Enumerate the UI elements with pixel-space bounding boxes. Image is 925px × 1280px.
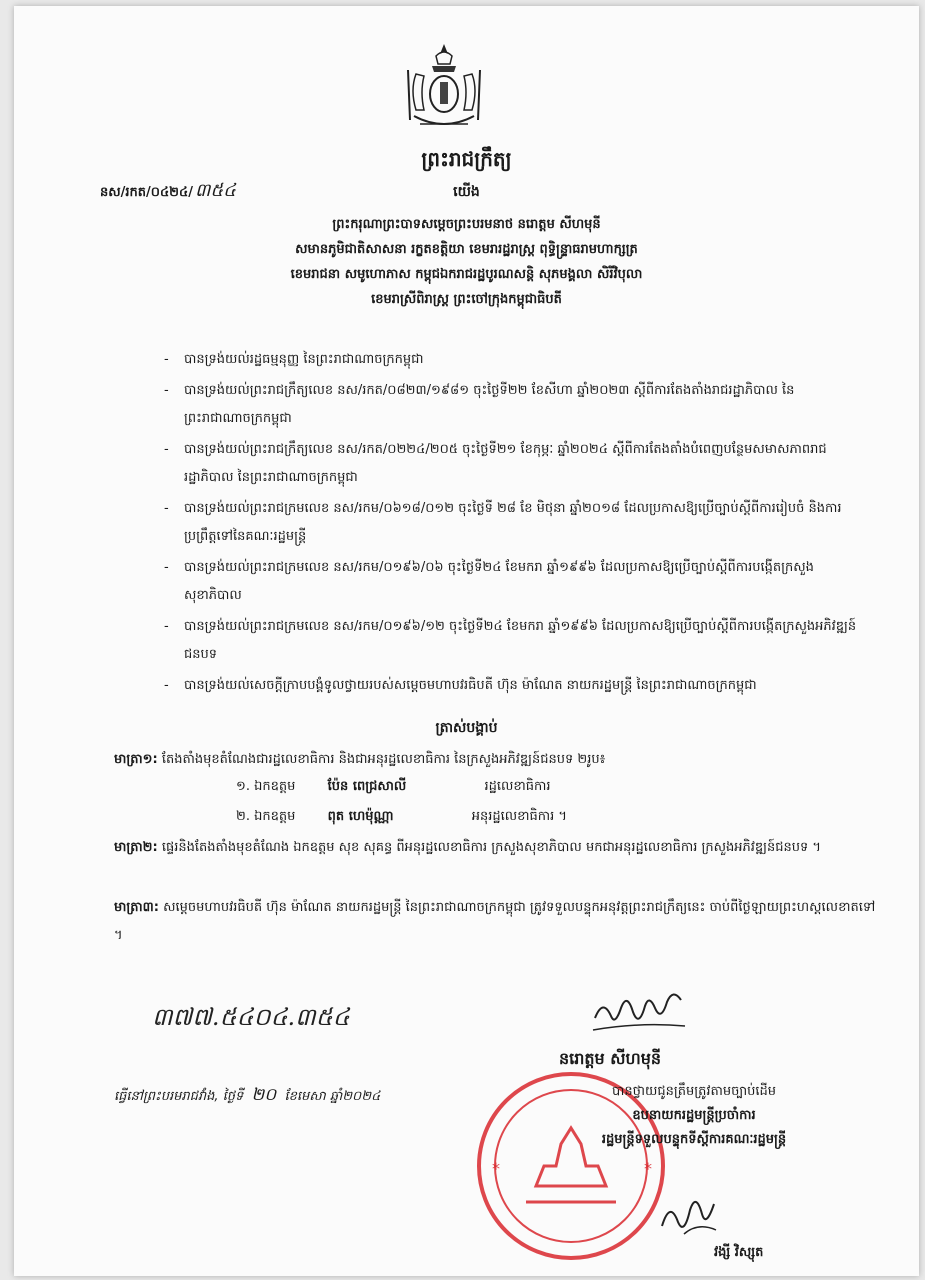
appointee-name: ប៉ែន ពេជ្រសាលី <box>327 779 407 794</box>
appointee-title: ឯកឧត្តម <box>254 809 296 824</box>
consideration-item: - បានទ្រង់យល់ព្រះរាជក្រមលេខ នស/រកម/០១៩៦/១២ ចុះថ្ងៃទី២៤ ខែមករា ឆ្នាំ១៩៩៦ ដែលប្រកាសឱ្យប្រើច្បាប់ស្តីពីការបង្កើតក្រសួងអភិវឌ្ឍន៍ជនបទ <box>164 613 869 669</box>
appointee-name: ពុត ហេម៉ុណ្ណា <box>327 809 394 824</box>
article-1-label: មាត្រា១: <box>114 752 158 767</box>
consideration-item: - បានទ្រង់យល់ព្រះរាជក្រឹត្យលេខ នស/រកត/០២២៤/២០៥ ចុះថ្ងៃទី២១ ខែកុម្ភៈ ឆ្នាំ២០២៤ ស្តីពីការតែងតាំងបំពេញបន្ថែមសមាសភាពរាជរដ្ឋាភិបាល នៃព្រះរាជាណាចក្រកម្ពុជា <box>164 436 869 492</box>
appointee-position: រដ្ឋលេខាធិការ <box>484 779 551 794</box>
consideration-item: - បានទ្រង់យល់ព្រះរាជក្រមលេខ នស/រកម/០៦១៨/០១២ ចុះថ្ងៃទី ២៨ ខែ មិថុនា ឆ្នាំ២០១៨ ដែលប្រកាសឱ្យប្រើច្បាប់ស្តីពីការរៀបចំ និងការប្រព្រឹត្តទៅនៃគណៈរដ្ឋមន្ត្រី <box>164 495 869 551</box>
countersign-block <box>534 1080 854 1152</box>
appointee-position: អនុរដ្ឋលេខាធិការ ។ <box>471 809 567 824</box>
countersign-line2: ឧបនាយករដ្ឋមន្ត្រីប្រចាំការ <box>632 1108 756 1123</box>
place-date-suffix: ខែមេសា ឆ្នាំ២០២៤ <box>284 1089 381 1104</box>
decree-page <box>14 6 919 1276</box>
decide-heading: ត្រាស់បង្គាប់ <box>435 720 498 736</box>
consideration-item: - បានទ្រង់យល់ព្រះរាជក្រមលេខ នស/រកម/០១៩៦/០៦ ចុះថ្ងៃទី២៤ ខែមករា ឆ្នាំ១៩៩៦ ដែលប្រកាសឱ្យប្រើច្បាប់ស្តីពីការបង្កើតក្រសួងសុខាភិបាល <box>164 554 869 610</box>
svg-text:*: * <box>492 1159 500 1178</box>
signer-name: នរោត្តម សីហមុនី <box>559 1049 662 1068</box>
article-3-text: សម្តេចមហាបវរធិបតី ហ៊ុន ម៉ាណែត នាយករដ្ឋមន្ត្រី នៃព្រះរាជាណាចក្រកម្ពុជា ត្រូវទទួលបន្ទុកអនុវត្តព្រះរាជក្រឹត្យនេះ ចាប់ពីថ្ងៃឡាយព្រះហស្តលេខាតទៅ ។ <box>114 900 876 943</box>
article-2-text: ផ្ទេរនិងតែងតាំងមុខតំណែង ឯកឧត្តម សុខ សុគន្ធ ពីអនុរដ្ឋលេខាធិការ ក្រសួងសុខាភិបាល មកជាអនុរដ្ឋលេខាធិការ ក្រសួងអភិវឌ្ឍន៍ជនបទ ។ <box>161 840 821 855</box>
svg-text:*: * <box>644 1159 652 1178</box>
king-title-line: ព្រះករុណាព្រះបាទសម្តេចព្រះបរមនាថ នរោត្តម សីហមុនី <box>332 217 601 232</box>
article-3 <box>114 894 884 950</box>
king-title-line: សមានភូមិជាតិសាសនា រក្ខតខត្តិយា ខេមរារដ្ឋរាស្ត្រ ពុទ្ធិន្ទ្រាធរាមហាក្សត្រ <box>295 242 638 257</box>
king-title-line: ខេមរាស្រីពិរាស្ត្រ ព្រះចៅក្រុងកម្ពុជាធិបតី <box>371 292 562 307</box>
appointee-title: ឯកឧត្តម <box>254 779 296 794</box>
appointee-row <box>236 778 551 797</box>
minister-name: វង្សី វិស្សុត <box>714 1245 764 1260</box>
document-title: ព្រះរាជក្រឹត្យ <box>421 147 512 171</box>
we-heading: យើង <box>453 184 480 200</box>
document-number-handwritten: ៣៥៤ <box>194 180 236 201</box>
article-3-label: មាត្រា៣: <box>114 900 159 915</box>
appointee-number: ២. <box>236 809 250 824</box>
article-1-text: តែងតាំងមុខតំណែងជារដ្ឋលេខាធិការ និងជាអនុរដ្ឋលេខាធិការ នៃក្រសួងអភិវឌ្ឍន៍ជនបទ ២រូប៖ <box>161 752 606 767</box>
place-and-date <box>114 1084 380 1109</box>
king-titles <box>14 212 919 312</box>
article-1 <box>114 746 884 774</box>
consideration-item: - បានទ្រង់យល់ព្រះរាជក្រឹត្យលេខ នស/រកត/០៨២៣/១៩៨១ ចុះថ្ងៃទី២២ ខែសីហា ឆ្នាំ២០២៣ ស្តីពីការតែងតាំងរាជរដ្ឋាភិបាល នៃព្រះរាជាណាចក្រកម្ពុជា <box>164 377 869 433</box>
place-date-prefix: ធ្វើនៅព្រះបរមរាជវាំង, ថ្ងៃទី <box>114 1089 244 1104</box>
article-2-label: មាត្រា២: <box>114 840 158 855</box>
countersign-line1: បានថ្វាយជូនត្រឹមត្រូវតាមច្បាប់ដើម <box>611 1084 777 1099</box>
consideration-item: - បានទ្រង់យល់សេចក្តីក្រាបបង្គំទូលថ្វាយរបស់សម្តេចមហាបវរធិបតី ហ៊ុន ម៉ាណែត នាយករដ្ឋមន្ត្រី នៃព្រះរាជាណាចក្រកម្ពុជា <box>164 672 869 700</box>
king-signature <box>589 978 689 1038</box>
countersign-line3: រដ្ឋមន្ត្រីទទួលបន្ទុកទីស្តីការគណៈរដ្ឋមន្ត្រី <box>601 1132 787 1147</box>
handwritten-reference: ៣៧៧.៥៤០៤.៣៥៤ <box>152 1003 350 1031</box>
considerations-list <box>164 346 869 703</box>
appointee-number: ១. <box>236 779 250 794</box>
place-date-day: ២០ <box>251 1085 277 1105</box>
king-title-line: ខេមរាជនា សមូហោភាស កម្ពុជឯករាជរដ្ឋបូរណសន្តិ សុភមង្គលា សិរីវិបុលា <box>290 267 643 282</box>
article-2 <box>114 834 884 862</box>
appointee-row <box>236 808 567 827</box>
royal-coat-of-arms-icon <box>396 40 492 136</box>
minister-signature <box>654 1186 724 1242</box>
consideration-item: - បានទ្រង់យល់រដ្ឋធម្មនុញ្ញ នៃព្រះរាជាណាចក្រកម្ពុជា <box>164 346 869 374</box>
document-number-prefix: នស/រកត/០៤២៤/ <box>100 185 193 200</box>
